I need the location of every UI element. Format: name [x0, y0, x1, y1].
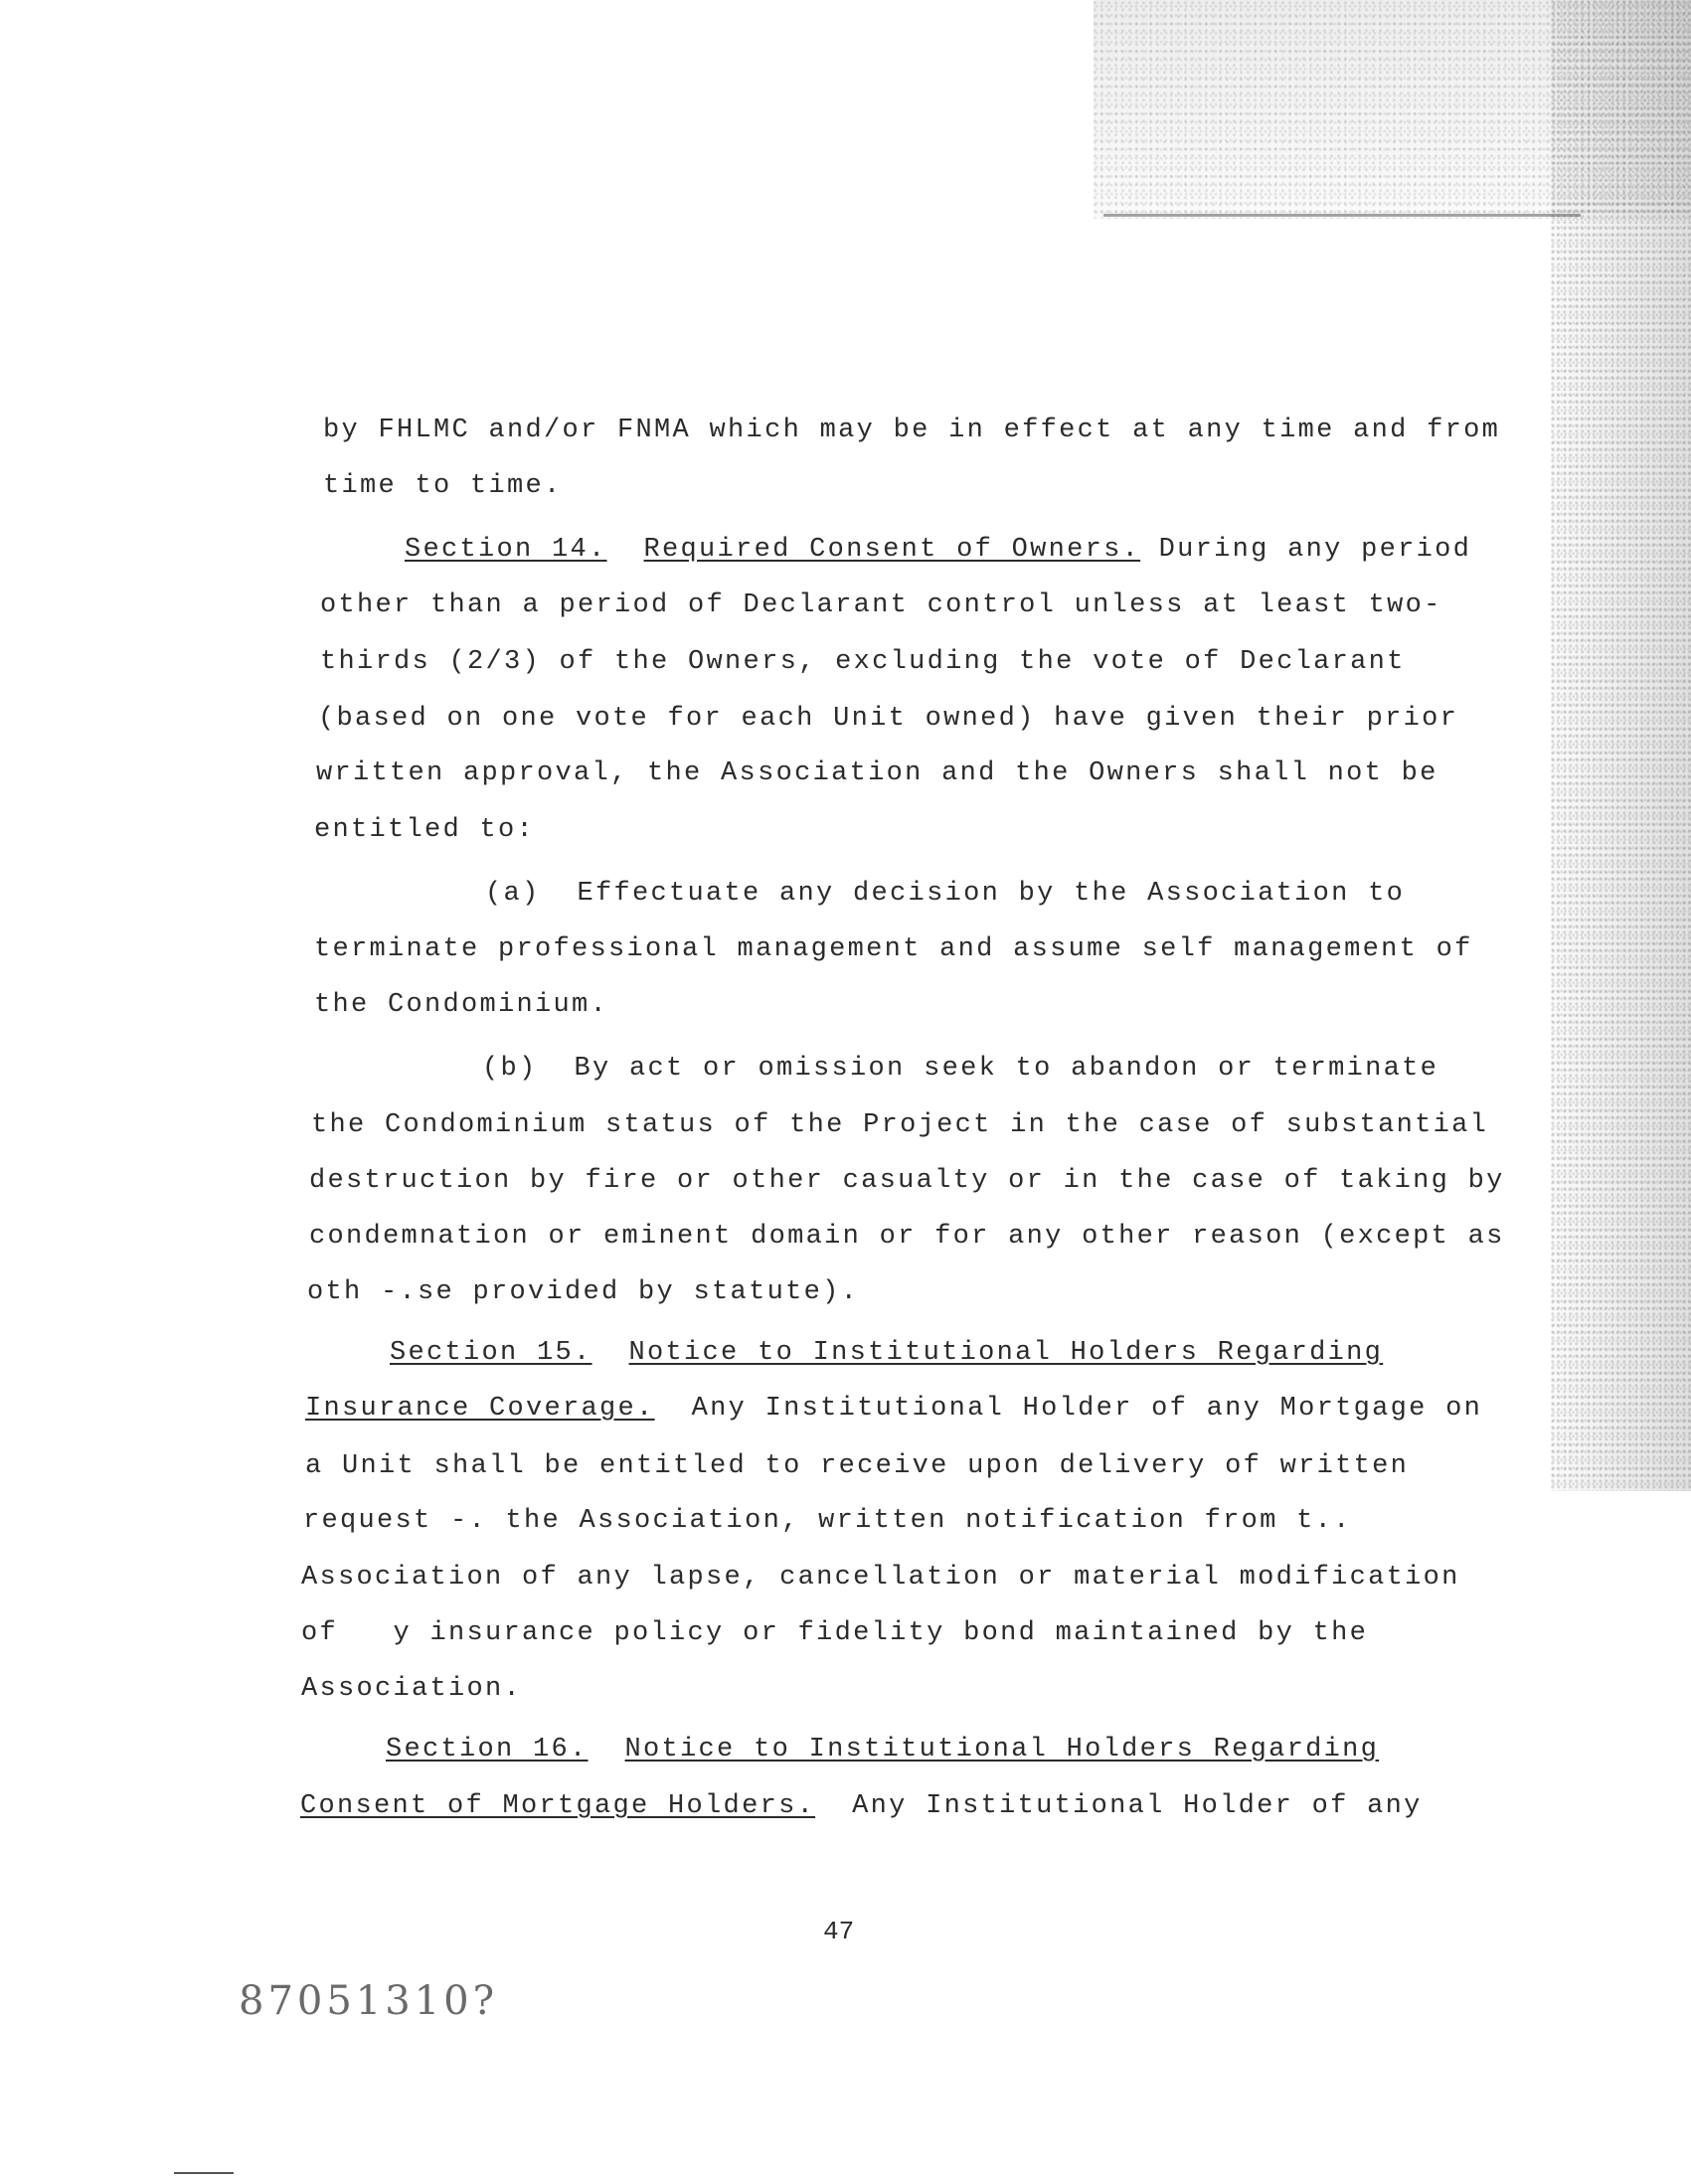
body-line: (based on one vote for each Unit owned) have given their prior [318, 704, 1459, 734]
section-16-title-cont: Consent of Mortgage Holders. [300, 1791, 816, 1821]
section-16-heading [386, 1735, 1379, 1764]
body-line: written approval, the Association and the Owners shall not be [316, 758, 1438, 788]
item-a-line: the Condominium. [314, 990, 609, 1020]
item-b-line: the Condominium status of the Project in the case of substantial [311, 1110, 1489, 1140]
body-line: by FHLMC and/or FNMA which may be in effect at any time and from [323, 416, 1501, 445]
section-14-intro: During any period [1140, 535, 1472, 565]
body-line: Association. [301, 1674, 523, 1704]
section-15-title: Notice to Institutional Holders Regarding [628, 1338, 1384, 1368]
scan-edge-line [1103, 214, 1581, 217]
body-line: time to time. [323, 471, 563, 501]
section-16-title: Notice to Institutional Holders Regarding [624, 1735, 1380, 1764]
body-line: other than a period of Declarant control unless at least two- [320, 590, 1442, 620]
body-line: a Unit shall be entitled to receive upon delivery of written [305, 1451, 1410, 1481]
body-line: thirds (2/3) of the Owners, excluding the vote of Declarant [320, 647, 1406, 677]
item-b-line: (b) By act or omission seek to abandon or terminate [482, 1054, 1439, 1084]
section-15-line: Insurance Coverage. Any Institutional Holder of any Mortgage on [305, 1394, 1483, 1424]
item-b-line: destruction by fire or other casualty or in the case of taking by [309, 1166, 1505, 1196]
body-line: request -. the Association, written notification from t.. [303, 1506, 1352, 1536]
page-number: 47 [823, 1917, 855, 1946]
section-16-line: Consent of Mortgage Holders. Any Institutional Holder of any [300, 1791, 1423, 1821]
body-line: of y insurance policy or fidelity bond maintained by the [301, 1618, 1369, 1648]
item-b-line: oth -.se provided by statute). [307, 1277, 860, 1307]
section-15-title-cont: Insurance Coverage. [305, 1394, 655, 1424]
item-a-line: terminate professional management and assume self management of [314, 934, 1473, 964]
section-15-number: Section 15. [390, 1338, 592, 1368]
section-14-title: Required Consent of Owners. [643, 535, 1141, 565]
section-14-heading [405, 535, 1471, 565]
section-15-heading [390, 1338, 1383, 1368]
section-16-number: Section 16. [386, 1735, 589, 1764]
section-14-number: Section 14. [405, 535, 607, 565]
body-line: Association of any lapse, cancellation or material modification [301, 1563, 1460, 1593]
body-line: entitled to: [314, 815, 536, 845]
bates-number: 87051310? [239, 1978, 499, 2024]
item-a-line: (a) Effectuate any decision by the Association to [485, 879, 1406, 909]
footer-mark [174, 2172, 234, 2174]
item-b-line: condemnation or eminent domain or for any other reason (except as [309, 1222, 1505, 1252]
scan-noise-right [1551, 0, 1691, 1491]
